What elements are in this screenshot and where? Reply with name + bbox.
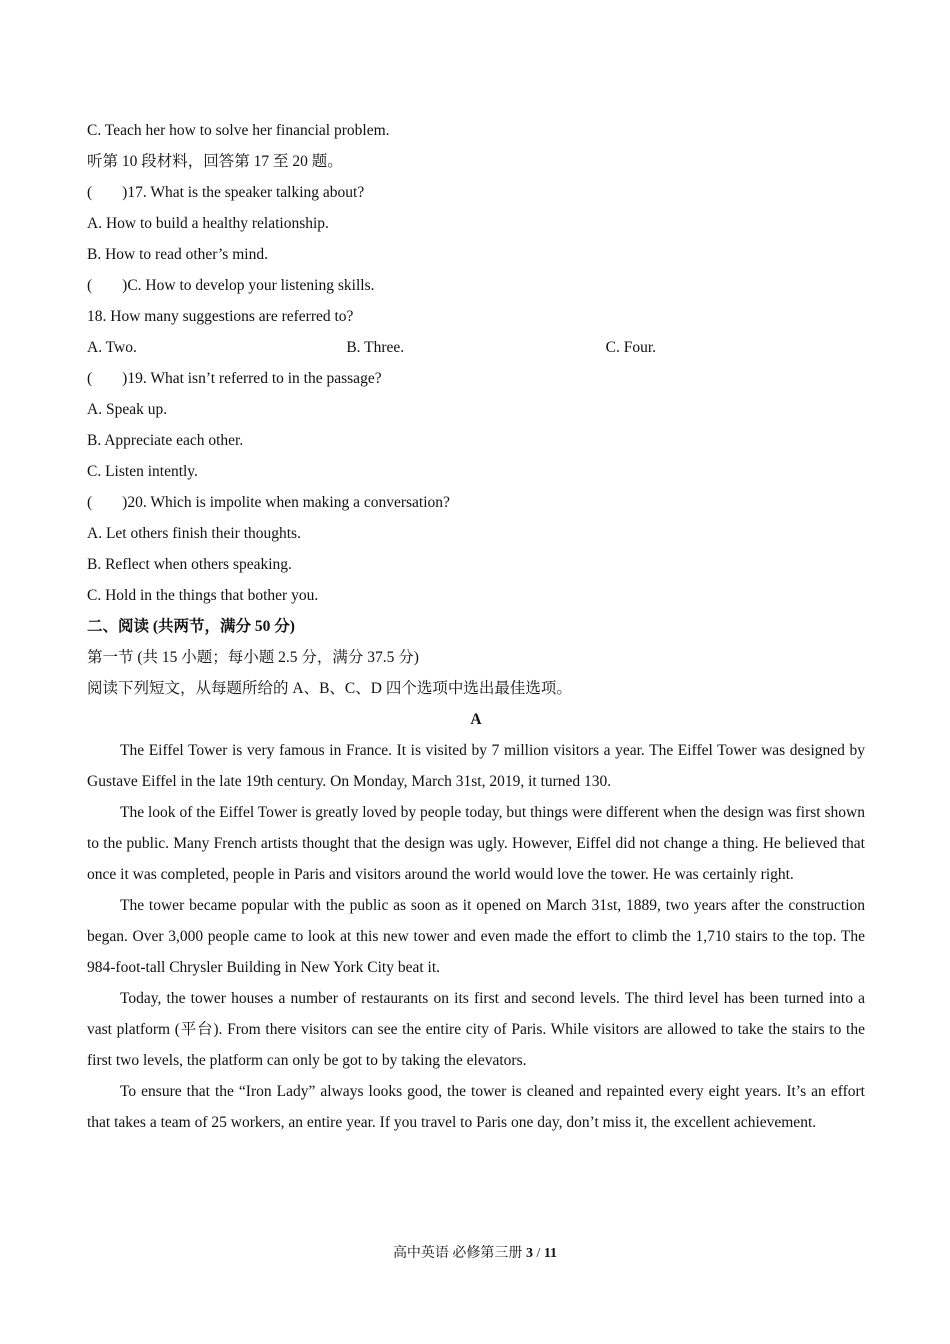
section10-instruction: 听第 10 段材料，回答第 17 至 20 题。 [87,153,343,170]
q18-question: 18. How many suggestions are referred to? [87,308,354,325]
passage-label: A [470,711,482,728]
answer-paren-close: ) [122,494,128,511]
answer-paren-open: ( [87,494,93,511]
footer-page-number: 3 [525,1246,533,1261]
question-text: 19. What isn’t referred to in the passage? [127,370,382,387]
passage-paragraph-4: Today, the tower houses a number of restaurants on its first and second levels. The third level has been turned into a vast platform (平台). From there visitors can see the entire city of Paris. While visitors are allowed to take the stairs to the first two levels, the platform can only be got to by taking the elevators. [87,990,865,1069]
q19-option-c: C. Listen intently. [87,463,198,480]
reading-heading: 二、阅读 (共两节，满分 50 分) [87,618,295,635]
q20-option-a: A. Let others finish their thoughts. [87,525,301,542]
reading-section1: 第一节 (共 15 小题；每小题 2.5 分，满分 37.5 分) [87,649,419,666]
q20-question [87,487,865,518]
passage-paragraph-5: To ensure that the “Iron Lady” always looks good, the tower is cleaned and repainted every eight years. It’s an effort that takes a team of 25 workers, an entire year. If you travel to Paris one day, don’t miss it, the excellent achievement. [87,1083,865,1131]
reading-instruction: 阅读下列短文，从每题所给的 A、B、C、D 四个选项中选出最佳选项。 [87,680,572,697]
q16-option-c: C. Teach her how to solve her financial problem. [87,122,390,139]
q18-option-b: B. Three. [346,339,405,356]
page-footer [0,1244,950,1264]
q17-option-c [87,270,865,301]
q19-option-a: A. Speak up. [87,401,168,418]
document-page [87,115,865,1138]
q17-option-a: A. How to build a healthy relationship. [87,215,329,232]
answer-paren-open: ( [87,277,93,294]
answer-paren-close: ) [122,184,128,201]
option-text: C. How to develop your listening skills. [127,277,375,294]
answer-paren-close: ) [122,370,128,387]
answer-paren-close: ) [122,277,128,294]
q19-option-b: B. Appreciate each other. [87,432,244,449]
footer-page-total: 11 [543,1246,558,1261]
answer-paren-open: ( [87,184,93,201]
q19-question [87,363,865,394]
q18-options [87,332,865,363]
footer-separator: / [532,1246,544,1261]
q18-option-c: C. Four. [605,339,657,356]
question-text: 17. What is the speaker talking about? [127,184,365,201]
q20-option-c: C. Hold in the things that bother you. [87,587,319,604]
answer-paren-open: ( [87,370,93,387]
passage-paragraph-2: The look of the Eiffel Tower is greatly loved by people today, but things were different when the design was first shown to the public. Many French artists thought that the design was ugly. However, Eiffel did not change a thing. He believed that once it was completed, people in Paris and visitors around the world would love the tower. He was certainly right. [87,804,865,883]
passage-paragraph-1: The Eiffel Tower is very famous in France. It is visited by 7 million visitors a year. The Eiffel Tower was designed by Gustave Eiffel in the late 19th century. On Monday, March 31st, 2019, it turned 130. [87,742,865,790]
q17-question [87,177,865,208]
q18-option-a: A. Two. [87,339,137,356]
q20-option-b: B. Reflect when others speaking. [87,556,292,573]
q17-option-b: B. How to read other’s mind. [87,246,268,263]
passage-paragraph-3: The tower became popular with the public as soon as it opened on March 31st, 1889, two years after the construction began. Over 3,000 people came to look at this new tower and even made the effort to climb the 1,710 stairs to the top. The 984-foot-tall Chrysler Building in New York City beat it. [87,897,865,976]
question-text: 20. Which is impolite when making a conversation? [127,494,450,511]
footer-book-title: 高中英语 必修第三册 [392,1246,526,1261]
